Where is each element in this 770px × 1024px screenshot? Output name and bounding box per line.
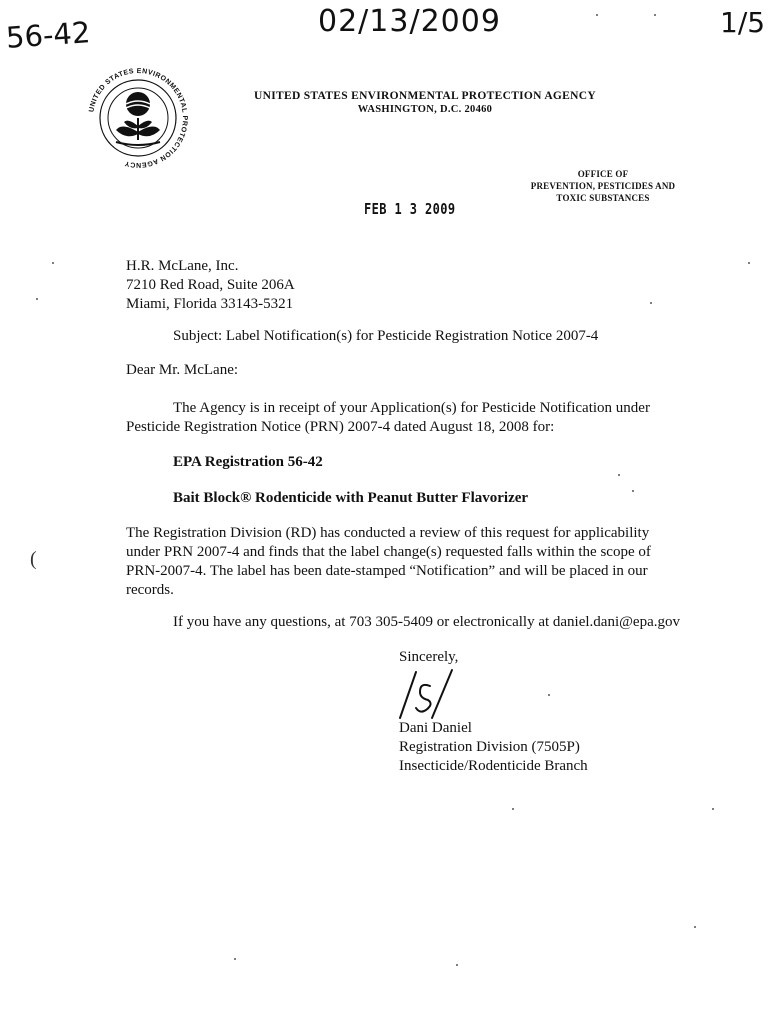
paragraph-intro (126, 399, 650, 437)
paragraph-review-line-2: under PRN 2007-4 and finds that the label change(s) requested falls within the scope of (126, 544, 651, 560)
product-name: Bait Block® Rodenticide with Peanut Butter Flavorizer (173, 490, 529, 506)
office-line-2: PREVENTION, PESTICIDES AND (530, 181, 676, 191)
scan-speck (632, 490, 634, 492)
office-block (520, 168, 686, 204)
scan-speck (712, 808, 714, 810)
date-stamp: FEB 1 3 2009 (364, 200, 456, 218)
scan-speck (36, 298, 38, 300)
signature (396, 664, 466, 724)
scan-speck (654, 14, 656, 16)
paragraph-intro-line-1: The Agency is in receipt of your Application(s) for Pesticide Notification under (173, 400, 650, 416)
svg-text:UNITED STATES ENVIRONMENTAL PR: UNITED STATES ENVIRONMENTAL PROTECTION AGENCY (88, 68, 188, 168)
scan-speck (748, 262, 750, 264)
scan-speck (456, 964, 458, 966)
paragraph-contact: If you have any questions, at 703 305-5409 or electronically at daniel.dani@epa.gov (173, 614, 680, 630)
epa-seal-logo (88, 68, 188, 168)
paragraph-review (126, 524, 651, 600)
handwritten-date: 02/13/2009 (318, 4, 501, 39)
paragraph-review-line-3: PRN-2007-4. The label has been date-stamped “Notification” and will be placed in our (126, 563, 648, 579)
signer-block (399, 719, 588, 776)
scan-speck (512, 808, 514, 810)
paragraph-intro-line-2: Pesticide Registration Notice (PRN) 2007-4 dated August 18, 2008 for: (126, 419, 555, 435)
signer-division: Registration Division (7505P) (399, 739, 580, 755)
signer-name: Dani Daniel (399, 720, 472, 736)
scan-speck (694, 926, 696, 928)
margin-mark: ( (30, 548, 37, 570)
paragraph-review-line-4: records. (126, 582, 174, 598)
scan-speck (618, 474, 620, 476)
agency-name: UNITED STATES ENVIRONMENTAL PROTECTION AGENCY (254, 90, 596, 102)
handwritten-reg-number: 56-42 (4, 15, 92, 55)
salutation: Dear Mr. McLane: (126, 362, 239, 378)
scan-speck (548, 694, 550, 696)
signature-mark-icon (396, 664, 466, 724)
scan-speck (234, 958, 236, 960)
registration-number: EPA Registration 56-42 (173, 454, 323, 470)
recipient-city: Miami, Florida 33143-5321 (126, 296, 294, 312)
paragraph-review-line-1: The Registration Division (RD) has conducted a review of this request for applicability (126, 525, 650, 541)
handwritten-page-count: 1/5 (720, 6, 766, 39)
office-line-3: TOXIC SUBSTANCES (556, 193, 650, 203)
closing: Sincerely, (399, 649, 459, 665)
epa-seal-icon (88, 68, 188, 168)
recipient-address (126, 257, 295, 314)
scan-speck (650, 302, 652, 304)
recipient-name: H.R. McLane, Inc. (126, 258, 239, 274)
office-line-1: OFFICE OF (577, 169, 629, 179)
scan-speck (52, 262, 54, 264)
recipient-street: 7210 Red Road, Suite 206A (126, 277, 295, 293)
scan-speck (596, 14, 598, 16)
agency-address: WASHINGTON, D.C. 20460 (357, 104, 493, 115)
signer-branch: Insecticide/Rodenticide Branch (399, 758, 588, 774)
subject-line: Subject: Label Notification(s) for Pesticide Registration Notice 2007-4 (173, 328, 599, 344)
